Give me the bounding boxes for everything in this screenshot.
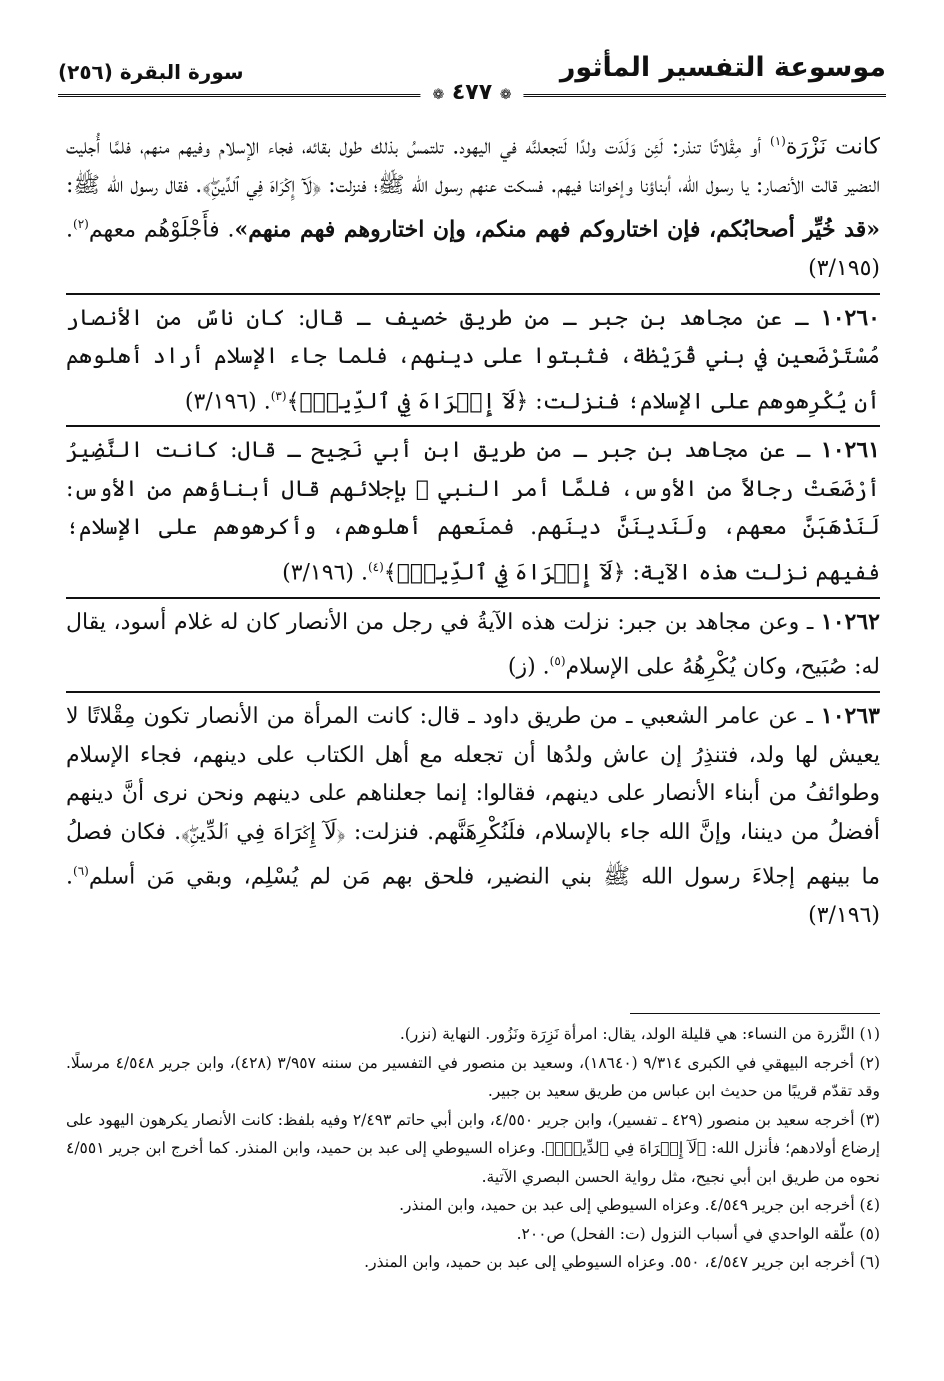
footnotes	[66, 1013, 880, 1277]
footnote-1: (١) النَّزرة من النساء: هي قليلة الولد، يقال: امرأة نَزِرَة ونَزُور. النهاية (نزر).	[399, 1025, 880, 1043]
narration-text: ـ عن عامر الشعبي ـ من طريق داود ـ قال: كانت المرأة من الأنصار تكون مِقْلاتًا لا يعيش لها ولد، فتنذِرُ إن عاش ولدُها أن تجعله مع أهل الكتاب على دينهم، فجاء الإسلام وطوائفُ من أبناء الأنصار على دينهم، فقالوا: إنما جعلناهم على دينهم ونحن نرى أنَّ دينهم أفضلُ من ديننا، وإنَّ الله جاء بالإسلام، فلَنُكْرِهَنَّهم. فنزلت: ﴿لَآ إِكۡرَاهَ فِي ٱلدِّينِۖ﴾. فكان فصلُ ما بينهم إجلاءَ رسول الله ﷺ بني النضير، فلحق بهم مَن لم يُسْلِم، وبقي مَن أسلم	[66, 704, 880, 890]
page-number	[420, 80, 523, 105]
paragraph-continuation	[66, 122, 880, 289]
text-run: . فأَجْلَوْهُم معهم	[88, 217, 235, 243]
narration-text: ـ عن مجاهد بن جبر ـ من طريق خصيف ـ قال: كان ناسٌ من الأنصار مُسْتَرْضَعين في بني قُرَيْظة، فثبتوا على دينهم، فلما جاء الإسلام أراد أهلوهم أن يُكْرِهوهم على الإسلام؛ فنزلت: ﴿لَآ إِكۡرَاهَ فِي ٱلدِّينِۖ﴾	[66, 305, 880, 414]
separator	[66, 691, 880, 693]
narration-number: ١٠٢٦١	[820, 437, 880, 464]
footnote-ref: (١)	[770, 134, 786, 148]
footnote-2: (٢) أخرجه البيهقي في الكبرى ٩/٣١٤ (١٨٦٤٠)، وسعيد بن منصور في التفسير من سننه ٣/٩٥٧ (٤٢٨)، وابن جرير ٤/٥٤٨ مرسلًا. وقد تقدّم قريبًا من حديث ابن عباس من طريق سعيد بن جبير.	[66, 1053, 880, 1100]
separator	[66, 425, 880, 427]
text-run: كانت نَزْرَة	[785, 134, 880, 160]
footnote-ref: (٦)	[73, 864, 89, 879]
narration-text: ـ عن مجاهد بن جبر ـ من طريق ابن أبي نَجِيح ـ قال: كانت النَّضِيرُ أرْضَعَتْ رجالاً من الأوس، فلمَّا أمر النبي ﷺ بإجلائهم قال أبناؤهم من الأوس: لَنَذْهَبَنَّ معهم، ولَنَدينَنَّ دينَهم. فمنَعهم أهلوهم، وأكرهوهم على الإسلام؛ ففيهم نزلت هذه الآية: ﴿لَآ إِكۡرَاهَ فِي ٱلدِّينِۖ﴾	[66, 438, 880, 586]
footnote-divider	[630, 1013, 880, 1014]
narration-10260	[66, 299, 880, 422]
source-ref: . (٣/١٩٥)	[66, 217, 880, 282]
footnote-5: (٥) علّقه الواحدي في أسباب النزول (ت: الفحل) ص٢٠٠.	[516, 1224, 880, 1243]
narration-number: ١٠٢٦٠	[820, 304, 880, 331]
footnote-4: (٤) أخرجه ابن جرير ٤/٥٤٩. وعزاه السيوطي إلى عبد بن حميد، وابن المنذر.	[399, 1196, 880, 1214]
main-text	[66, 122, 880, 935]
narration-text: ـ وعن مجاهد بن جبر: نزلت هذه الآيةُ في رجل من الأنصار كان له غلام أسود، يقال له: صُبَيح، وكان يُكْرِهُهُ على الإسلام	[66, 609, 880, 680]
footnote-ref: (٤)	[367, 559, 384, 574]
footnote-3: (٣) أخرجه سعيد بن منصور (٤٢٩ ـ تفسير)، وابن جرير ٤/٥٥٠، وابن أبي حاتم ٢/٤٩٣ وفيه بلفظ: كانت الأنصار يكرهون اليهود على إرضاع أولادهم؛ فأنزل الله: ﴿لَآ إِكۡرَاهَ فِي ٱلدِّينِۖ﴾. وعزاه السيوطي إلى عبد بن حميد، وابن المنذر. كما أخرج ابن جرير ٤/٥٥١ نحوه من طريق ابن أبي نجيح، مثل رواية الحسن البصري الآتية.	[66, 1110, 881, 1186]
text-run: أو مِقْلاتًا تنذر: لَئِن وَلَدَت ولدًا لَتجعلنَّه في اليهود. تلتمسُ بذلك طول بقائه، فجاء الإسلام وفيهم منهم، فلمَّا أُجليت النضير قالت الأنصار: يا رسول الله، أبناؤنا وإخواننا فيهم. فسكت عنهم رسول الله ﷺ؛ فنزلت: ﴿لَآ إِكۡرَاهَ فِي ٱلدِّينِۖ﴾. فقال رسول الله ﷺ:	[66, 134, 880, 198]
narration-10263	[66, 697, 880, 935]
footnote-ref: (٣)	[270, 388, 287, 403]
hadith-quote: «قد خُيِّر أصحابُكم، فإن اختاروكم فهم منكم، وإن اختاروهم فهم منهم»	[234, 216, 880, 243]
surah-label: سورة البقرة (٢٥٦)	[58, 60, 244, 84]
ornament-icon: ❁	[499, 87, 512, 103]
footnote-6: (٦) أخرجه ابن جرير ٤/٥٤٧، ٥٥٠. وعزاه السيوطي إلى عبد بن حميد، وابن المنذر.	[364, 1253, 880, 1271]
ornament-icon: ❁	[432, 87, 445, 103]
narration-number: ١٠٢٦٣	[820, 703, 880, 730]
page-header	[58, 52, 886, 105]
footnote-ref: (٢)	[73, 217, 89, 232]
book-title: موسوعة التفسير المأثور	[559, 52, 886, 83]
source-ref: . (٣/١٩٦)	[66, 864, 880, 928]
narration-10262	[66, 603, 880, 687]
source-ref: . (٣/١٩٦)	[282, 560, 368, 586]
separator	[66, 293, 880, 295]
source-ref: . (ز)	[507, 654, 550, 680]
source-ref: . (٣/١٩٦)	[184, 388, 271, 414]
narration-10261	[66, 431, 880, 592]
page-number-text: ٤٧٧	[451, 80, 493, 105]
footnote-ref: (٥)	[549, 654, 566, 669]
narration-number: ١٠٢٦٢	[820, 608, 880, 635]
separator	[66, 597, 880, 599]
